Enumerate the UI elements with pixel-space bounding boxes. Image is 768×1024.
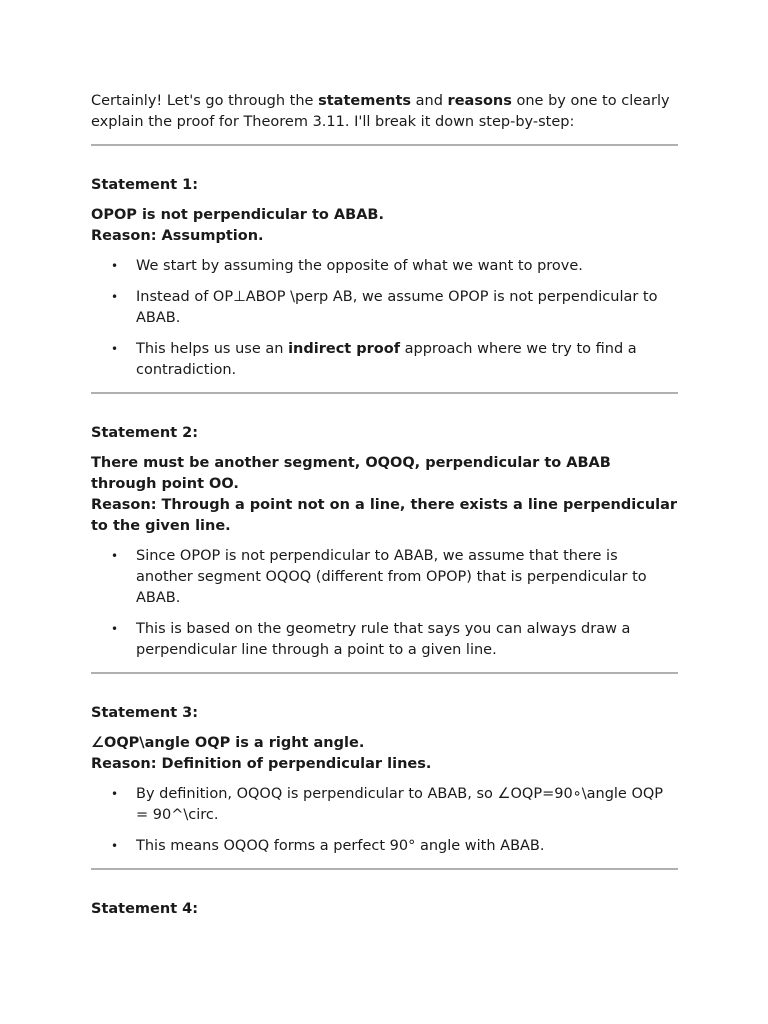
divider — [91, 868, 678, 870]
bullet-icon: • — [111, 259, 119, 273]
list-item-text: Instead of OP⊥ABOP \perp AB, we assume OPOP is not perpendicular to ABAB. — [136, 289, 658, 326]
reason-text: Reason: Assumption. — [91, 228, 264, 244]
list-item-text: This is based on the geometry rule that says you can always draw a perpendicular line through a point to a given line. — [136, 621, 631, 658]
list-item-text-post: approach where we try to find a contradiction. — [136, 341, 637, 378]
bullet-icon: • — [111, 787, 119, 801]
list-item — [91, 619, 678, 661]
intro-paragraph — [91, 91, 678, 133]
list-item — [91, 546, 678, 609]
statement-section-4 — [91, 899, 678, 920]
intro-text-3: one by one to clearly explain the proof for Theorem 3.11. I'll break it down step-by-step: — [91, 93, 670, 130]
statement-section-3 — [91, 703, 678, 857]
list-item-text: We start by assuming the opposite of what we want to prove. — [136, 258, 583, 274]
intro-text-2: and — [411, 93, 448, 109]
statement-section-1 — [91, 175, 678, 381]
list-item — [91, 339, 678, 381]
list-item — [91, 836, 678, 857]
intro-bold-reasons: reasons — [447, 93, 512, 109]
bullet-icon: • — [111, 622, 119, 636]
divider — [91, 392, 678, 394]
list-item-text: Since OPOP is not perpendicular to ABAB, we assume that there is another segment OQOQ (different from OPOP) that is perpendicular to ABAB. — [136, 548, 647, 606]
bullet-icon: • — [111, 839, 119, 853]
list-item — [91, 784, 678, 826]
bullet-icon: • — [111, 290, 119, 304]
list-item — [91, 256, 678, 277]
reason-text: Reason: Through a point not on a line, there exists a line perpendicular to the given line. — [91, 497, 678, 534]
explanation-list — [91, 784, 678, 857]
bullet-icon: • — [111, 549, 119, 563]
list-item-text-pre: This helps us use an — [136, 341, 289, 357]
statement-text: ∠OQP\angle OQP is a right angle. — [91, 735, 365, 751]
reason-text: Reason: Definition of perpendicular lines. — [91, 756, 432, 772]
list-item — [91, 287, 678, 329]
list-item-text: By definition, OQOQ is perpendicular to ABAB, so ∠OQP=90∘\angle OQP = 90^\circ. — [136, 786, 664, 823]
statement-text: There must be another segment, OQOQ, perpendicular to ABAB through point OO. — [91, 455, 611, 492]
statement-heading: Statement 4: — [91, 901, 199, 917]
divider — [91, 144, 678, 146]
statement-text: OPOP is not perpendicular to ABAB. — [91, 207, 384, 223]
statement-heading: Statement 3: — [91, 705, 199, 721]
explanation-list — [91, 256, 678, 381]
statement-section-2 — [91, 423, 678, 661]
intro-bold-statements: statements — [318, 93, 412, 109]
list-item-text: This means OQOQ forms a perfect 90° angle with ABAB. — [136, 838, 545, 854]
bullet-icon: • — [111, 342, 119, 356]
explanation-list — [91, 546, 678, 661]
intro-text-1: Certainly! Let's go through the — [91, 93, 319, 109]
list-item-bold: indirect proof — [288, 341, 401, 357]
divider — [91, 672, 678, 674]
document-body — [91, 91, 678, 929]
statement-heading: Statement 2: — [91, 425, 199, 441]
statement-heading: Statement 1: — [91, 177, 199, 193]
